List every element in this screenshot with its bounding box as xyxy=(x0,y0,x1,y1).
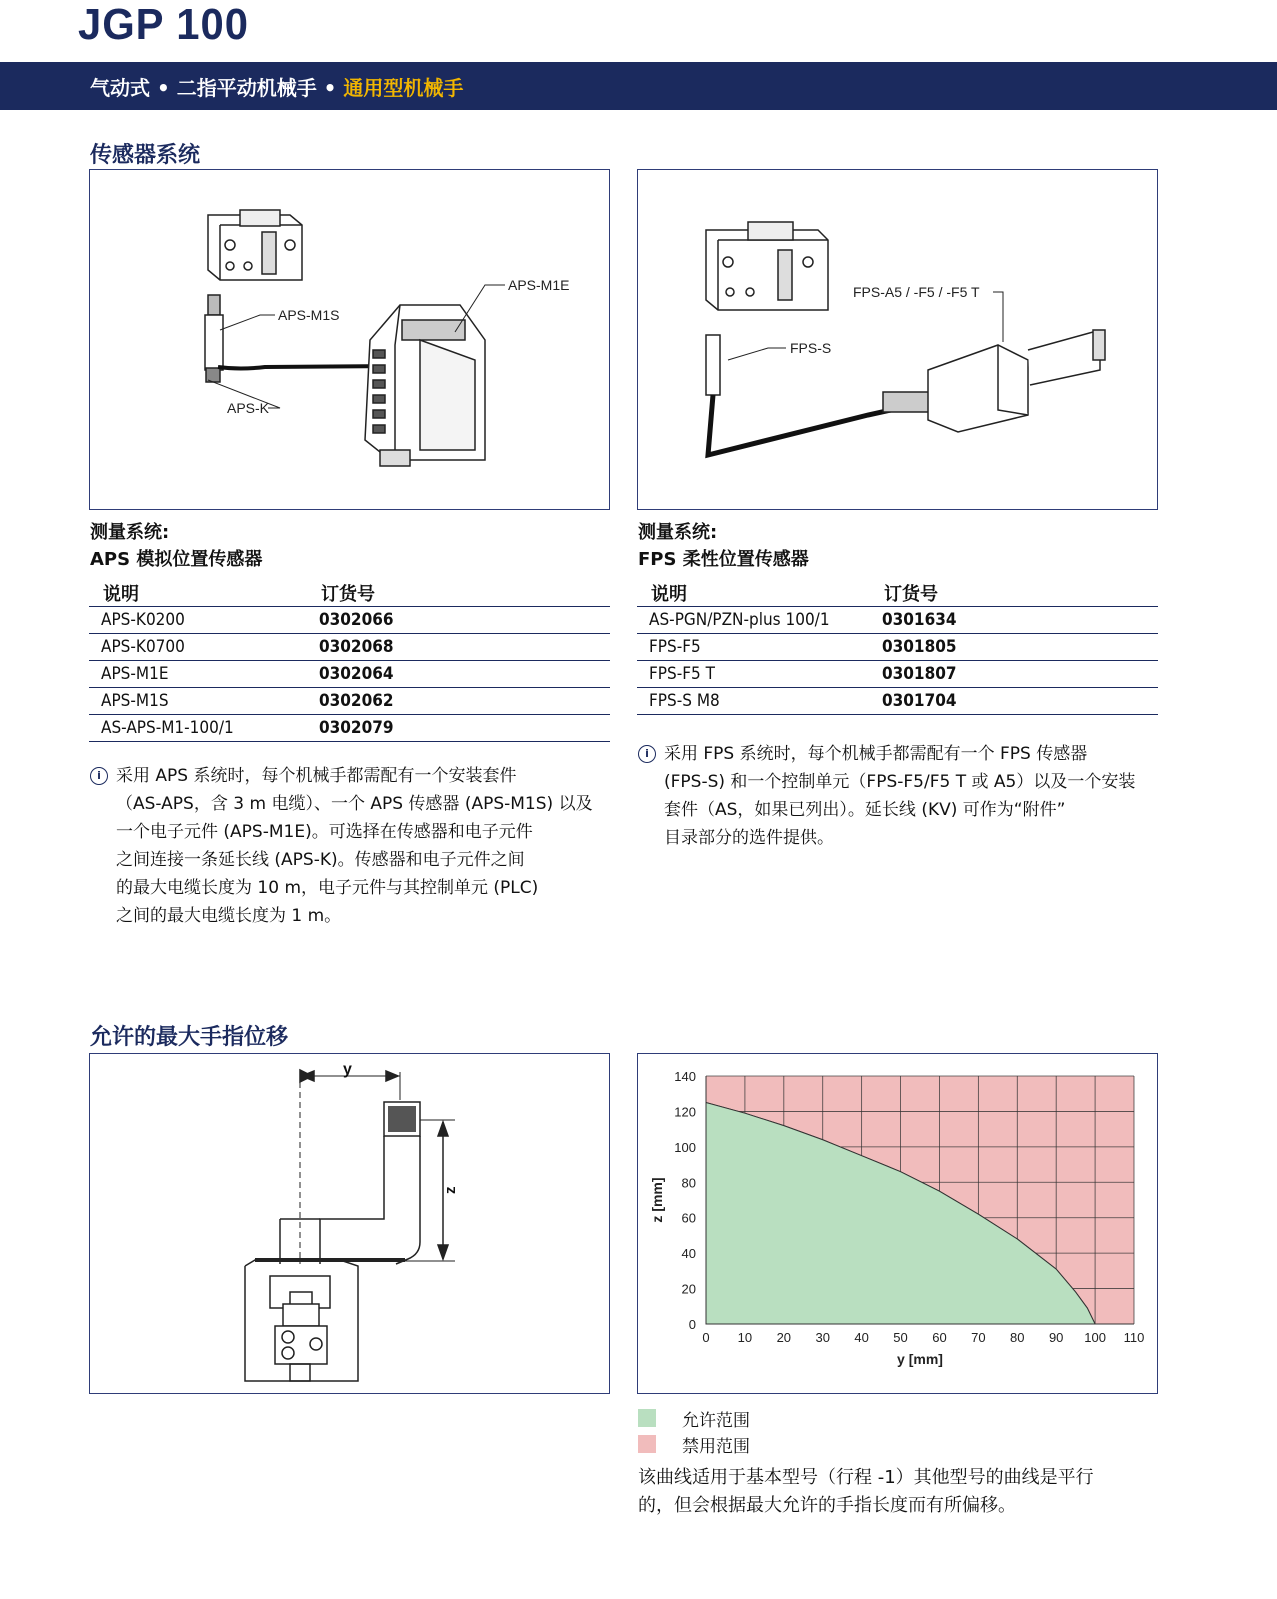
fps-s-label: FPS-S xyxy=(790,340,832,356)
category-breadcrumb xyxy=(90,72,463,101)
offset-chart xyxy=(638,1054,1156,1392)
legend-item-forbidden xyxy=(638,1431,750,1457)
y-tick-label: 100 xyxy=(674,1139,696,1155)
y-tick-label: 80 xyxy=(681,1175,696,1191)
sensor-section-heading: 传感器系统 xyxy=(90,143,201,168)
dimension-z-label: z xyxy=(442,1186,459,1194)
x-tick-label: 80 xyxy=(1010,1330,1025,1345)
table-header-row xyxy=(637,580,1158,607)
y-tick-label: 120 xyxy=(674,1104,696,1120)
aps-caption-1: 测量系统: xyxy=(90,522,170,543)
table-row xyxy=(89,607,610,634)
aps-k-label: APS-K xyxy=(227,400,270,416)
row-desc: APS-M1E xyxy=(89,661,307,688)
col-desc-header: 说明 xyxy=(637,580,870,607)
fps-order-table xyxy=(637,580,1158,715)
breadcrumb-path: 气动式 • 二指平动机械手 • xyxy=(90,76,344,100)
fps-caption-2: FPS 柔性位置传感器 xyxy=(638,549,809,570)
col-order-header: 订货号 xyxy=(870,580,1158,607)
x-tick-label: 20 xyxy=(776,1330,792,1345)
x-tick-label: 60 xyxy=(932,1330,947,1345)
page-title: JGP 100 xyxy=(78,0,249,49)
offset-chart-frame xyxy=(637,1053,1158,1394)
row-order: 0302064 xyxy=(307,661,610,688)
finger-offset-diagram xyxy=(89,1053,610,1394)
fps-caption-1: 测量系统: xyxy=(638,522,718,543)
table-row xyxy=(637,607,1158,634)
x-tick-label: 100 xyxy=(1084,1330,1106,1345)
chart-footnote xyxy=(638,1464,1094,1520)
legend-swatch-forbidden xyxy=(638,1435,656,1453)
fps-note-line: 套件（AS，如果已列出）。延长线 (KV) 可作为“附件” xyxy=(664,800,1066,820)
category-band xyxy=(0,62,1277,110)
table-row xyxy=(637,688,1158,715)
aps-m1e-label: APS-M1E xyxy=(508,277,570,293)
row-order: 0302079 xyxy=(307,715,610,742)
aps-caption-2: APS 模拟位置传感器 xyxy=(90,549,263,570)
x-tick-label: 30 xyxy=(815,1330,830,1345)
fps-control-unit-drawing xyxy=(883,330,1105,432)
info-icon: i xyxy=(90,767,108,785)
col-desc-header: 说明 xyxy=(89,580,307,607)
aps-module-drawing xyxy=(365,305,485,466)
aps-note-line: 一个电子元件 (APS-M1E)。可选择在传感器和电子元件 xyxy=(116,822,533,842)
x-tick-label: 70 xyxy=(971,1330,986,1345)
offset-section-heading: 允许的最大手指位移 xyxy=(90,1025,289,1050)
row-desc: FPS-S M8 xyxy=(637,688,870,715)
col-order-header: 订货号 xyxy=(307,580,610,607)
x-tick-label: 40 xyxy=(854,1330,869,1345)
fps-sensor-drawing xyxy=(706,335,720,395)
table-header-row xyxy=(89,580,610,607)
aps-cable xyxy=(218,366,390,369)
footnote-line: 该曲线适用于基本型号（行程 -1）其他型号的曲线是平行 xyxy=(638,1467,1094,1488)
y-tick-label: 60 xyxy=(681,1210,696,1226)
y-tick-label: 40 xyxy=(681,1246,696,1262)
row-desc: FPS-F5 T xyxy=(637,661,870,688)
aps-gripper-drawing xyxy=(208,210,302,280)
table-row xyxy=(637,634,1158,661)
row-order: 0301805 xyxy=(870,634,1158,661)
aps-note xyxy=(90,762,620,930)
y-tick-label: 0 xyxy=(688,1317,696,1332)
table-row xyxy=(89,661,610,688)
fps-illustration xyxy=(638,170,1156,508)
table-row xyxy=(637,661,1158,688)
row-desc: AS-PGN/PZN-plus 100/1 xyxy=(637,607,870,634)
x-tick-label: 90 xyxy=(1048,1330,1064,1345)
x-tick-label: 110 xyxy=(1123,1330,1145,1345)
row-desc: APS-K0200 xyxy=(89,607,307,634)
info-icon: i xyxy=(638,745,656,763)
fps-note-line: 目录部分的选件提供。 xyxy=(664,828,834,848)
aps-note-line: 的最大电缆长度为 10 m，电子元件与其控制单元 (PLC) xyxy=(116,878,539,898)
y-axis-label: z [mm] xyxy=(649,1177,665,1223)
fps-note-line: 采用 FPS 系统时，每个机械手都需配有一个 FPS 传感器 xyxy=(664,744,1088,764)
row-desc: APS-K0700 xyxy=(89,634,307,661)
finger-offset-drawing xyxy=(90,1054,608,1392)
row-order: 0301807 xyxy=(870,661,1158,688)
fps-note-line: (FPS-S) 和一个控制单元（FPS-F5/F5 T 或 A5）以及一个安装 xyxy=(664,772,1136,792)
footnote-line: 的，但会根据最大允许的手指长度而有所偏移。 xyxy=(638,1495,1016,1516)
x-tick-label: 10 xyxy=(737,1330,753,1345)
aps-order-table xyxy=(89,580,610,742)
legend-label-allowed: 允许范围 xyxy=(682,1410,750,1431)
aps-note-line: 之间的最大电缆长度为 1 m。 xyxy=(116,906,342,926)
legend-item-allowed xyxy=(638,1405,750,1431)
x-tick-label: 50 xyxy=(893,1330,908,1345)
breadcrumb-current: 通用型机械手 xyxy=(343,76,464,100)
aps-illustration xyxy=(90,170,608,508)
y-tick-label: 140 xyxy=(674,1069,696,1084)
aps-note-line: 采用 APS 系统时，每个机械手都需配有一个安装套件 xyxy=(116,766,517,786)
row-order: 0302066 xyxy=(307,607,610,634)
row-desc: APS-M1S xyxy=(89,688,307,715)
legend-swatch-allowed xyxy=(638,1409,656,1427)
fps-a5-label: FPS-A5 / -F5 / -F5 T xyxy=(853,284,980,300)
x-axis-label: y [mm] xyxy=(897,1351,943,1367)
table-row xyxy=(89,715,610,742)
fps-gripper-drawing xyxy=(706,222,828,310)
row-desc: AS-APS-M1-100/1 xyxy=(89,715,307,742)
y-tick-label: 20 xyxy=(681,1281,696,1297)
aps-m1s-label: APS-M1S xyxy=(278,307,340,323)
row-desc: FPS-F5 xyxy=(637,634,870,661)
row-order: 0302068 xyxy=(307,634,610,661)
row-order: 0302062 xyxy=(307,688,610,715)
fps-note xyxy=(638,740,1198,852)
fps-figure xyxy=(637,169,1158,510)
legend xyxy=(638,1405,750,1457)
aps-figure xyxy=(89,169,610,510)
row-order: 0301704 xyxy=(870,688,1158,715)
legend-label-forbidden: 禁用范围 xyxy=(682,1436,750,1457)
x-tick-label: 0 xyxy=(702,1330,710,1345)
aps-note-line: （AS-APS，含 3 m 电缆）、一个 APS 传感器 (APS-M1S) 以及 xyxy=(116,794,593,814)
table-row xyxy=(89,688,610,715)
dimension-y-label: y xyxy=(343,1061,352,1078)
row-order: 0301634 xyxy=(870,607,1158,634)
table-row xyxy=(89,634,610,661)
aps-note-line: 之间连接一条延长线 (APS-K)。传感器和电子元件之间 xyxy=(116,850,525,870)
